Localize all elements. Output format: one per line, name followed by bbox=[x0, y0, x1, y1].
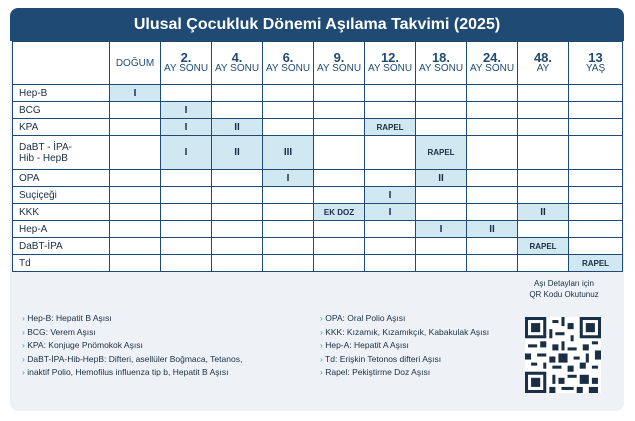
empty-cell bbox=[467, 170, 518, 187]
dose-cell bbox=[518, 204, 569, 221]
empty-cell bbox=[518, 187, 569, 204]
empty-cell bbox=[569, 221, 623, 238]
empty-cell bbox=[569, 170, 623, 187]
table-row bbox=[13, 204, 623, 221]
legend-item: › Td: Erişkin Tetonos difteri Aşısı bbox=[320, 353, 489, 367]
empty-cell bbox=[365, 255, 416, 272]
empty-cell bbox=[569, 119, 623, 136]
dose-label: RAPEL bbox=[529, 241, 557, 251]
empty-cell bbox=[110, 170, 161, 187]
legend-item: › inaktif Polio, Hemofilus influenza tip b, Hepatit B Aşısı bbox=[22, 366, 242, 380]
empty-cell bbox=[263, 221, 314, 238]
qr-code-icon[interactable] bbox=[525, 317, 601, 393]
empty-cell bbox=[518, 221, 569, 238]
column-header-number: 9. bbox=[333, 50, 345, 65]
empty-cell bbox=[263, 187, 314, 204]
empty-cell bbox=[365, 85, 416, 102]
empty-cell bbox=[569, 187, 623, 204]
empty-cell bbox=[110, 187, 161, 204]
dose-label: II bbox=[438, 172, 444, 184]
empty-cell bbox=[314, 119, 365, 136]
empty-cell bbox=[161, 85, 212, 102]
empty-cell bbox=[416, 187, 467, 204]
column-header-unit: AY SONU bbox=[214, 63, 260, 74]
empty-cell bbox=[518, 255, 569, 272]
vaccine-name: OPA bbox=[13, 170, 110, 187]
empty-cell bbox=[314, 187, 365, 204]
legend-left bbox=[22, 312, 242, 380]
column-header bbox=[263, 42, 314, 85]
dose-cell bbox=[314, 204, 365, 221]
vaccine-name: BCG bbox=[13, 102, 110, 119]
empty-cell bbox=[467, 255, 518, 272]
dose-label: I bbox=[184, 121, 188, 133]
table-row bbox=[13, 102, 623, 119]
vaccination-schedule-card bbox=[10, 8, 624, 411]
legend-item: › Rapel: Pekiştirme Doz Aşısı bbox=[320, 366, 489, 380]
legend-item: › OPA: Oral Polio Aşısı bbox=[320, 312, 489, 326]
table-row bbox=[13, 136, 623, 170]
column-header-number: 6. bbox=[282, 50, 294, 65]
empty-cell bbox=[212, 102, 263, 119]
empty-cell bbox=[518, 170, 569, 187]
dose-label: I bbox=[184, 104, 188, 116]
dose-label: I bbox=[439, 223, 443, 235]
empty-cell bbox=[110, 238, 161, 255]
column-header-unit: AY SONU bbox=[367, 63, 413, 74]
column-header-unit: AY SONU bbox=[418, 63, 464, 74]
empty-cell bbox=[161, 187, 212, 204]
legend-item: › BCG: Verem Aşısı bbox=[22, 326, 242, 340]
dose-label: I bbox=[388, 189, 392, 201]
empty-cell bbox=[467, 238, 518, 255]
empty-cell bbox=[518, 102, 569, 119]
column-header-number: 4. bbox=[231, 50, 243, 65]
table-row bbox=[13, 238, 623, 255]
column-header bbox=[569, 42, 623, 85]
dose-label: RAPEL bbox=[581, 258, 610, 268]
dose-cell bbox=[263, 136, 314, 170]
column-header bbox=[365, 42, 416, 85]
dose-cell bbox=[365, 187, 416, 204]
vaccine-name: Hep-A bbox=[13, 221, 110, 238]
empty-cell bbox=[212, 221, 263, 238]
empty-cell bbox=[110, 204, 161, 221]
column-header bbox=[161, 42, 212, 85]
vaccine-name: KKK bbox=[13, 204, 110, 221]
corner-cell bbox=[13, 42, 110, 85]
empty-cell bbox=[569, 85, 623, 102]
empty-cell bbox=[161, 170, 212, 187]
empty-cell bbox=[467, 119, 518, 136]
empty-cell bbox=[161, 255, 212, 272]
column-header bbox=[212, 42, 263, 85]
legend-item: › DaBT-İPA-Hib-HepB: Difteri, asellüler Boğmaca, Tetanos, bbox=[22, 353, 242, 367]
empty-cell bbox=[365, 221, 416, 238]
empty-cell bbox=[212, 85, 263, 102]
empty-cell bbox=[365, 170, 416, 187]
column-header-number: 48. bbox=[533, 50, 553, 65]
column-header-unit: YAŞ bbox=[585, 63, 606, 74]
empty-cell bbox=[314, 255, 365, 272]
empty-cell bbox=[263, 85, 314, 102]
dose-label: EK DOZ bbox=[323, 207, 355, 217]
empty-cell bbox=[569, 136, 623, 170]
column-header-unit: DOĞUM bbox=[115, 57, 155, 69]
dose-cell bbox=[161, 136, 212, 170]
column-header bbox=[314, 42, 365, 85]
empty-cell bbox=[161, 204, 212, 221]
page-title: Ulusal Çocukluk Dönemi Aşılama Takvimi (2025) bbox=[10, 8, 624, 41]
empty-cell bbox=[569, 238, 623, 255]
dose-cell bbox=[161, 102, 212, 119]
dose-label: I bbox=[184, 147, 188, 158]
empty-cell bbox=[110, 119, 161, 136]
dose-label: RAPEL bbox=[427, 148, 455, 157]
dose-label: I bbox=[286, 172, 290, 184]
dose-label: II bbox=[234, 147, 240, 158]
column-header bbox=[416, 42, 467, 85]
empty-cell bbox=[416, 102, 467, 119]
column-header-unit: AY SONU bbox=[469, 63, 515, 74]
column-header-number: 24. bbox=[482, 50, 502, 65]
dose-label: II bbox=[540, 206, 546, 218]
table-row bbox=[13, 170, 623, 187]
empty-cell bbox=[110, 221, 161, 238]
empty-cell bbox=[467, 187, 518, 204]
column-header bbox=[467, 42, 518, 85]
header-row bbox=[13, 42, 623, 85]
dose-label: I bbox=[133, 87, 137, 99]
empty-cell bbox=[110, 255, 161, 272]
empty-cell bbox=[416, 85, 467, 102]
dose-cell bbox=[365, 119, 416, 136]
empty-cell bbox=[314, 102, 365, 119]
column-header-number: 18. bbox=[431, 50, 451, 65]
table-row bbox=[13, 255, 623, 272]
legend-item: › KPA: Konjuge Pnömokok Aşısı bbox=[22, 339, 242, 353]
empty-cell bbox=[314, 85, 365, 102]
empty-cell bbox=[518, 85, 569, 102]
empty-cell bbox=[263, 255, 314, 272]
empty-cell bbox=[365, 136, 416, 170]
dose-label: III bbox=[283, 147, 293, 158]
vaccine-name: DaBT - İPA- Hib - HepB bbox=[13, 136, 110, 170]
column-header bbox=[110, 42, 161, 85]
dose-cell bbox=[110, 85, 161, 102]
empty-cell bbox=[416, 204, 467, 221]
empty-cell bbox=[365, 102, 416, 119]
dose-cell bbox=[518, 238, 569, 255]
empty-cell bbox=[263, 119, 314, 136]
column-header-unit: AY SONU bbox=[316, 63, 362, 74]
empty-cell bbox=[161, 221, 212, 238]
empty-cell bbox=[416, 255, 467, 272]
dose-label: II bbox=[234, 121, 240, 133]
empty-cell bbox=[263, 204, 314, 221]
empty-cell bbox=[314, 221, 365, 238]
empty-cell bbox=[467, 85, 518, 102]
qr-label: Aşı Detayları için QR Kodu Okutunuz bbox=[529, 279, 599, 299]
legend-item: › KKK: Kızamık, Kızamıkçık, Kabakulak Aşısı bbox=[320, 326, 489, 340]
schedule-table bbox=[12, 41, 623, 272]
dose-cell bbox=[365, 204, 416, 221]
empty-cell bbox=[263, 238, 314, 255]
empty-cell bbox=[518, 136, 569, 170]
dose-cell bbox=[416, 221, 467, 238]
vaccine-name: DaBT-İPA bbox=[13, 238, 110, 255]
dose-cell bbox=[467, 221, 518, 238]
empty-cell bbox=[212, 255, 263, 272]
empty-cell bbox=[365, 238, 416, 255]
vaccine-name: Hep-B bbox=[13, 85, 110, 102]
empty-cell bbox=[212, 170, 263, 187]
column-header-number: 2. bbox=[180, 50, 192, 65]
column-header-number: 13 bbox=[588, 50, 603, 65]
empty-cell bbox=[110, 102, 161, 119]
dose-cell bbox=[212, 119, 263, 136]
vaccine-name: Td bbox=[13, 255, 110, 272]
empty-cell bbox=[467, 204, 518, 221]
column-header-unit: AY bbox=[536, 63, 550, 74]
dose-cell bbox=[416, 170, 467, 187]
empty-cell bbox=[212, 187, 263, 204]
empty-cell bbox=[518, 119, 569, 136]
column-header-number: 12. bbox=[380, 50, 400, 65]
legend-item: › Hep-A: Hepatit A Aşısı bbox=[320, 339, 489, 353]
empty-cell bbox=[416, 238, 467, 255]
empty-cell bbox=[263, 102, 314, 119]
table-row bbox=[13, 119, 623, 136]
dose-label: RAPEL bbox=[376, 122, 404, 132]
dose-cell bbox=[161, 119, 212, 136]
empty-cell bbox=[467, 102, 518, 119]
legend-item: › Hep-B: Hepatit B Aşısı bbox=[22, 312, 242, 326]
dose-label: II bbox=[489, 223, 495, 235]
empty-cell bbox=[314, 170, 365, 187]
column-header-unit: AY SONU bbox=[265, 63, 311, 74]
empty-cell bbox=[569, 102, 623, 119]
column-header-unit: AY SONU bbox=[163, 63, 209, 74]
empty-cell bbox=[569, 204, 623, 221]
dose-cell bbox=[569, 255, 623, 272]
empty-cell bbox=[467, 136, 518, 170]
table-row bbox=[13, 85, 623, 102]
empty-cell bbox=[161, 238, 212, 255]
table-row bbox=[13, 221, 623, 238]
empty-cell bbox=[314, 136, 365, 170]
dose-cell bbox=[416, 136, 467, 170]
dose-cell bbox=[212, 136, 263, 170]
vaccine-name: KPA bbox=[13, 119, 110, 136]
empty-cell bbox=[110, 136, 161, 170]
vaccine-name: Suçiçeği bbox=[13, 187, 110, 204]
empty-cell bbox=[416, 119, 467, 136]
empty-cell bbox=[314, 238, 365, 255]
empty-cell bbox=[212, 238, 263, 255]
legend-right bbox=[320, 312, 489, 380]
empty-cell bbox=[212, 204, 263, 221]
column-header bbox=[518, 42, 569, 85]
table-row bbox=[13, 187, 623, 204]
dose-cell bbox=[263, 170, 314, 187]
dose-label: I bbox=[388, 206, 392, 218]
